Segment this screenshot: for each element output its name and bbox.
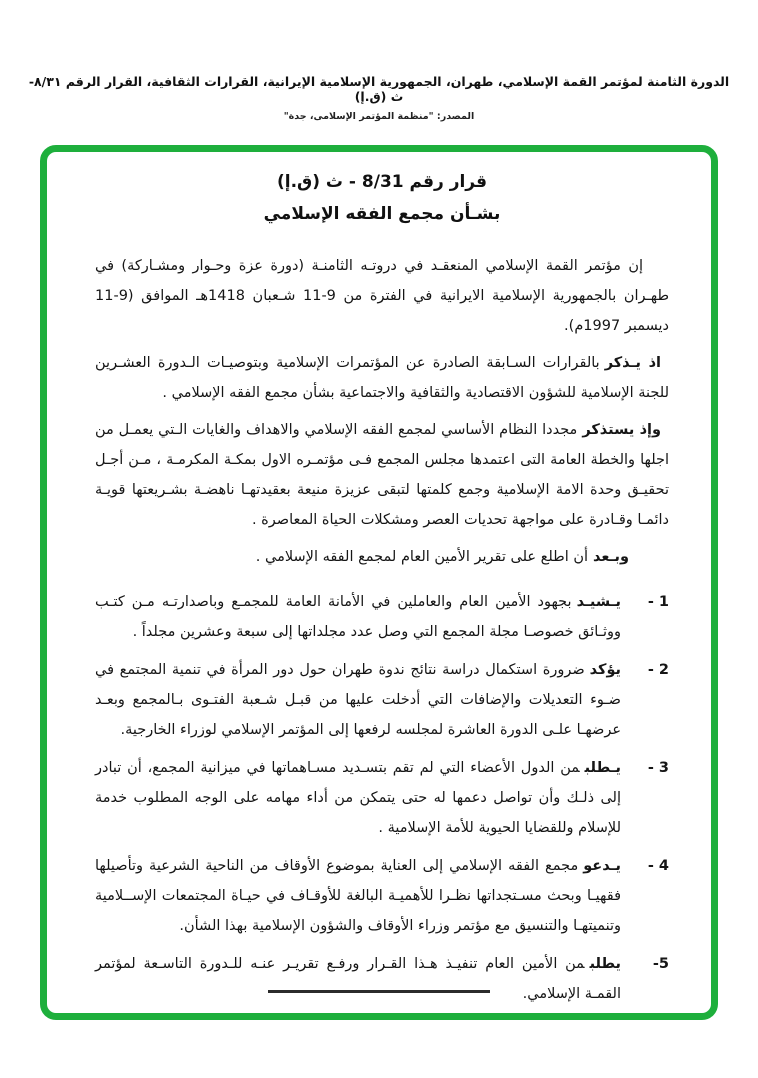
item-text [95,949,621,1009]
paragraph-recalling [95,348,669,408]
header-citation: الدورة الثامنة لمؤتمر القمة الإسلامي، طهران، الجمهورية الإسلامية الإيرانية، القرارات الثقافية، القرار الرقم ٨/٣١-ث (ق.إ) [28,74,730,104]
paragraph-preamble [95,251,669,341]
paragraph-lead: وإذ يستذكر [582,422,661,438]
resolution-box [40,145,718,1020]
list-item-3 [95,753,669,843]
list-item-2 [95,655,669,745]
item-text [95,587,621,647]
item-body-text: ضرورة استكمال دراسة نتائج ندوة طهران حول دور المرأة في تنمية المجتمع في ضـوء التعديلات والإضافات التي أدخلت عليها من قبـل شـعبة الفتـوى بـالمجمع وبعـد عرضهـا علـى الدورة العاشرة لمجلسه لرفعها إلى المؤتمر الإسلامي لوزراء الخارجية. [95,662,621,738]
list-item-4 [95,851,669,941]
resolution-title: قرار رقم 8/31 - ث (ق.إ) [276,172,488,192]
item-text [95,753,621,843]
paragraph-recalling-statute [95,415,669,535]
document-header [0,74,758,122]
item-body-text: من الدول الأعضاء التي لم تقم بتسـديد مسـاهماتها في ميزانية المجمع، أن تبادر إلى ذلـك وأن تواصل دعمها له حتى يتمكن من أداء مهامه على الوجه المطلوب خدمة للإسلام وللقضايا الحيوية للأمة الإسلامية . [95,760,621,836]
resolution-body [95,251,669,1009]
paragraph-text: أن اطلع على تقرير الأمين العام لمجمع الفقه الإسلامي . [255,549,589,565]
item-lead: يؤكد [589,662,621,678]
resolution-subtitle: بشـأن مجمع الفقه الإسلامي [263,204,501,224]
item-number: 5- [652,956,669,972]
item-lead: يـطلب [584,760,621,776]
item-body-text: مجمع الفقه الإسلامي إلى العناية بموضوع الأوقاف من الناحية الشرعية وتأصيلها فقهيـا وبحث مسـتجداتها نظـرا للأهميـة البالغة للأوقـاف في حيـاة المجتمعات الإســلامية وتنميتهـا والتنسيق مع مؤتمر وزراء الأوقاف والشؤون الإسلامية بهذا الشأن. [95,858,621,934]
list-item-5 [95,949,669,1009]
item-number: 4 - [647,858,669,874]
divider-line [268,990,490,993]
item-number: 2 - [647,662,669,678]
item-body-text: من الأمين العام تنفيـذ هـذا القـرار ورفـع تقريـر عنـه للـدورة التاسـعة لمؤتمر القمـة الإسلامي. [95,956,621,1002]
paragraph-text: إن مؤتمر القمة الإسلامي المنعقـد في دروتـه الثامنـة (دورة عزة وحـوار ومشـاركة) في طهـران بالجمهورية الإسلامية الايرانية في الفترة من 9-11 شـعبان 1418هـ الموافق (9-11 ديسمبر 1997م). [95,258,669,334]
item-text [95,851,621,941]
paragraph-lead: وبـعد [593,549,629,565]
item-number: 3 - [647,760,669,776]
paragraph-text: بالقرارات السـابقة الصادرة عن المؤتمرات الإسلامية وبتوصيـات الـدورة العشـرين للجنة الإسلامية للشؤون الاقتصادية والثقافية والاجتماعية بشأن مجمع الفقه الإسلامي . [95,355,669,401]
item-lead: يطلب [589,956,621,972]
list-item-1 [95,587,669,647]
resolution-items [95,587,669,1009]
item-lead: يـشيـد [576,594,621,610]
header-source: المصدر: "منظمة المؤتمر الإسلامى، جدة" [283,111,475,122]
item-lead: يـدعو [583,858,621,874]
paragraph-having-reviewed [95,542,669,572]
item-number: 1 - [647,594,669,610]
item-text [95,655,621,745]
item-body-text: بجهود الأمين العام والعاملين في الأمانة العامة للمجمـع وباصدارتـه مـن كتـب ووثـائق خصوصـا مجلة المجمع التي وصل عدد مجلداتها إلى سبعة وعشرين مجلداً . [95,594,621,640]
paragraph-text: مجددا النظام الأساسي لمجمع الفقه الإسلامي والاهداف والغايات الـتي يعمـل من اجلها والخطة العامة التى اعتمدها مجلس المجمع فـى مؤتمـره الاول بمكـة المكرمـة ، مـن أجـل تحقيـق وحدة الامة الإسلامية وجمع كلمتها لتبقى عزيزة منيعة بعقيدتهـا ناهضـة بشـريعتها قويـة دائمـا وقـادرة على مواجهة تحديات العصر ومشكلات الحياة المعاصرة . [95,422,669,528]
paragraph-lead: اذ يـذكر [604,355,661,371]
